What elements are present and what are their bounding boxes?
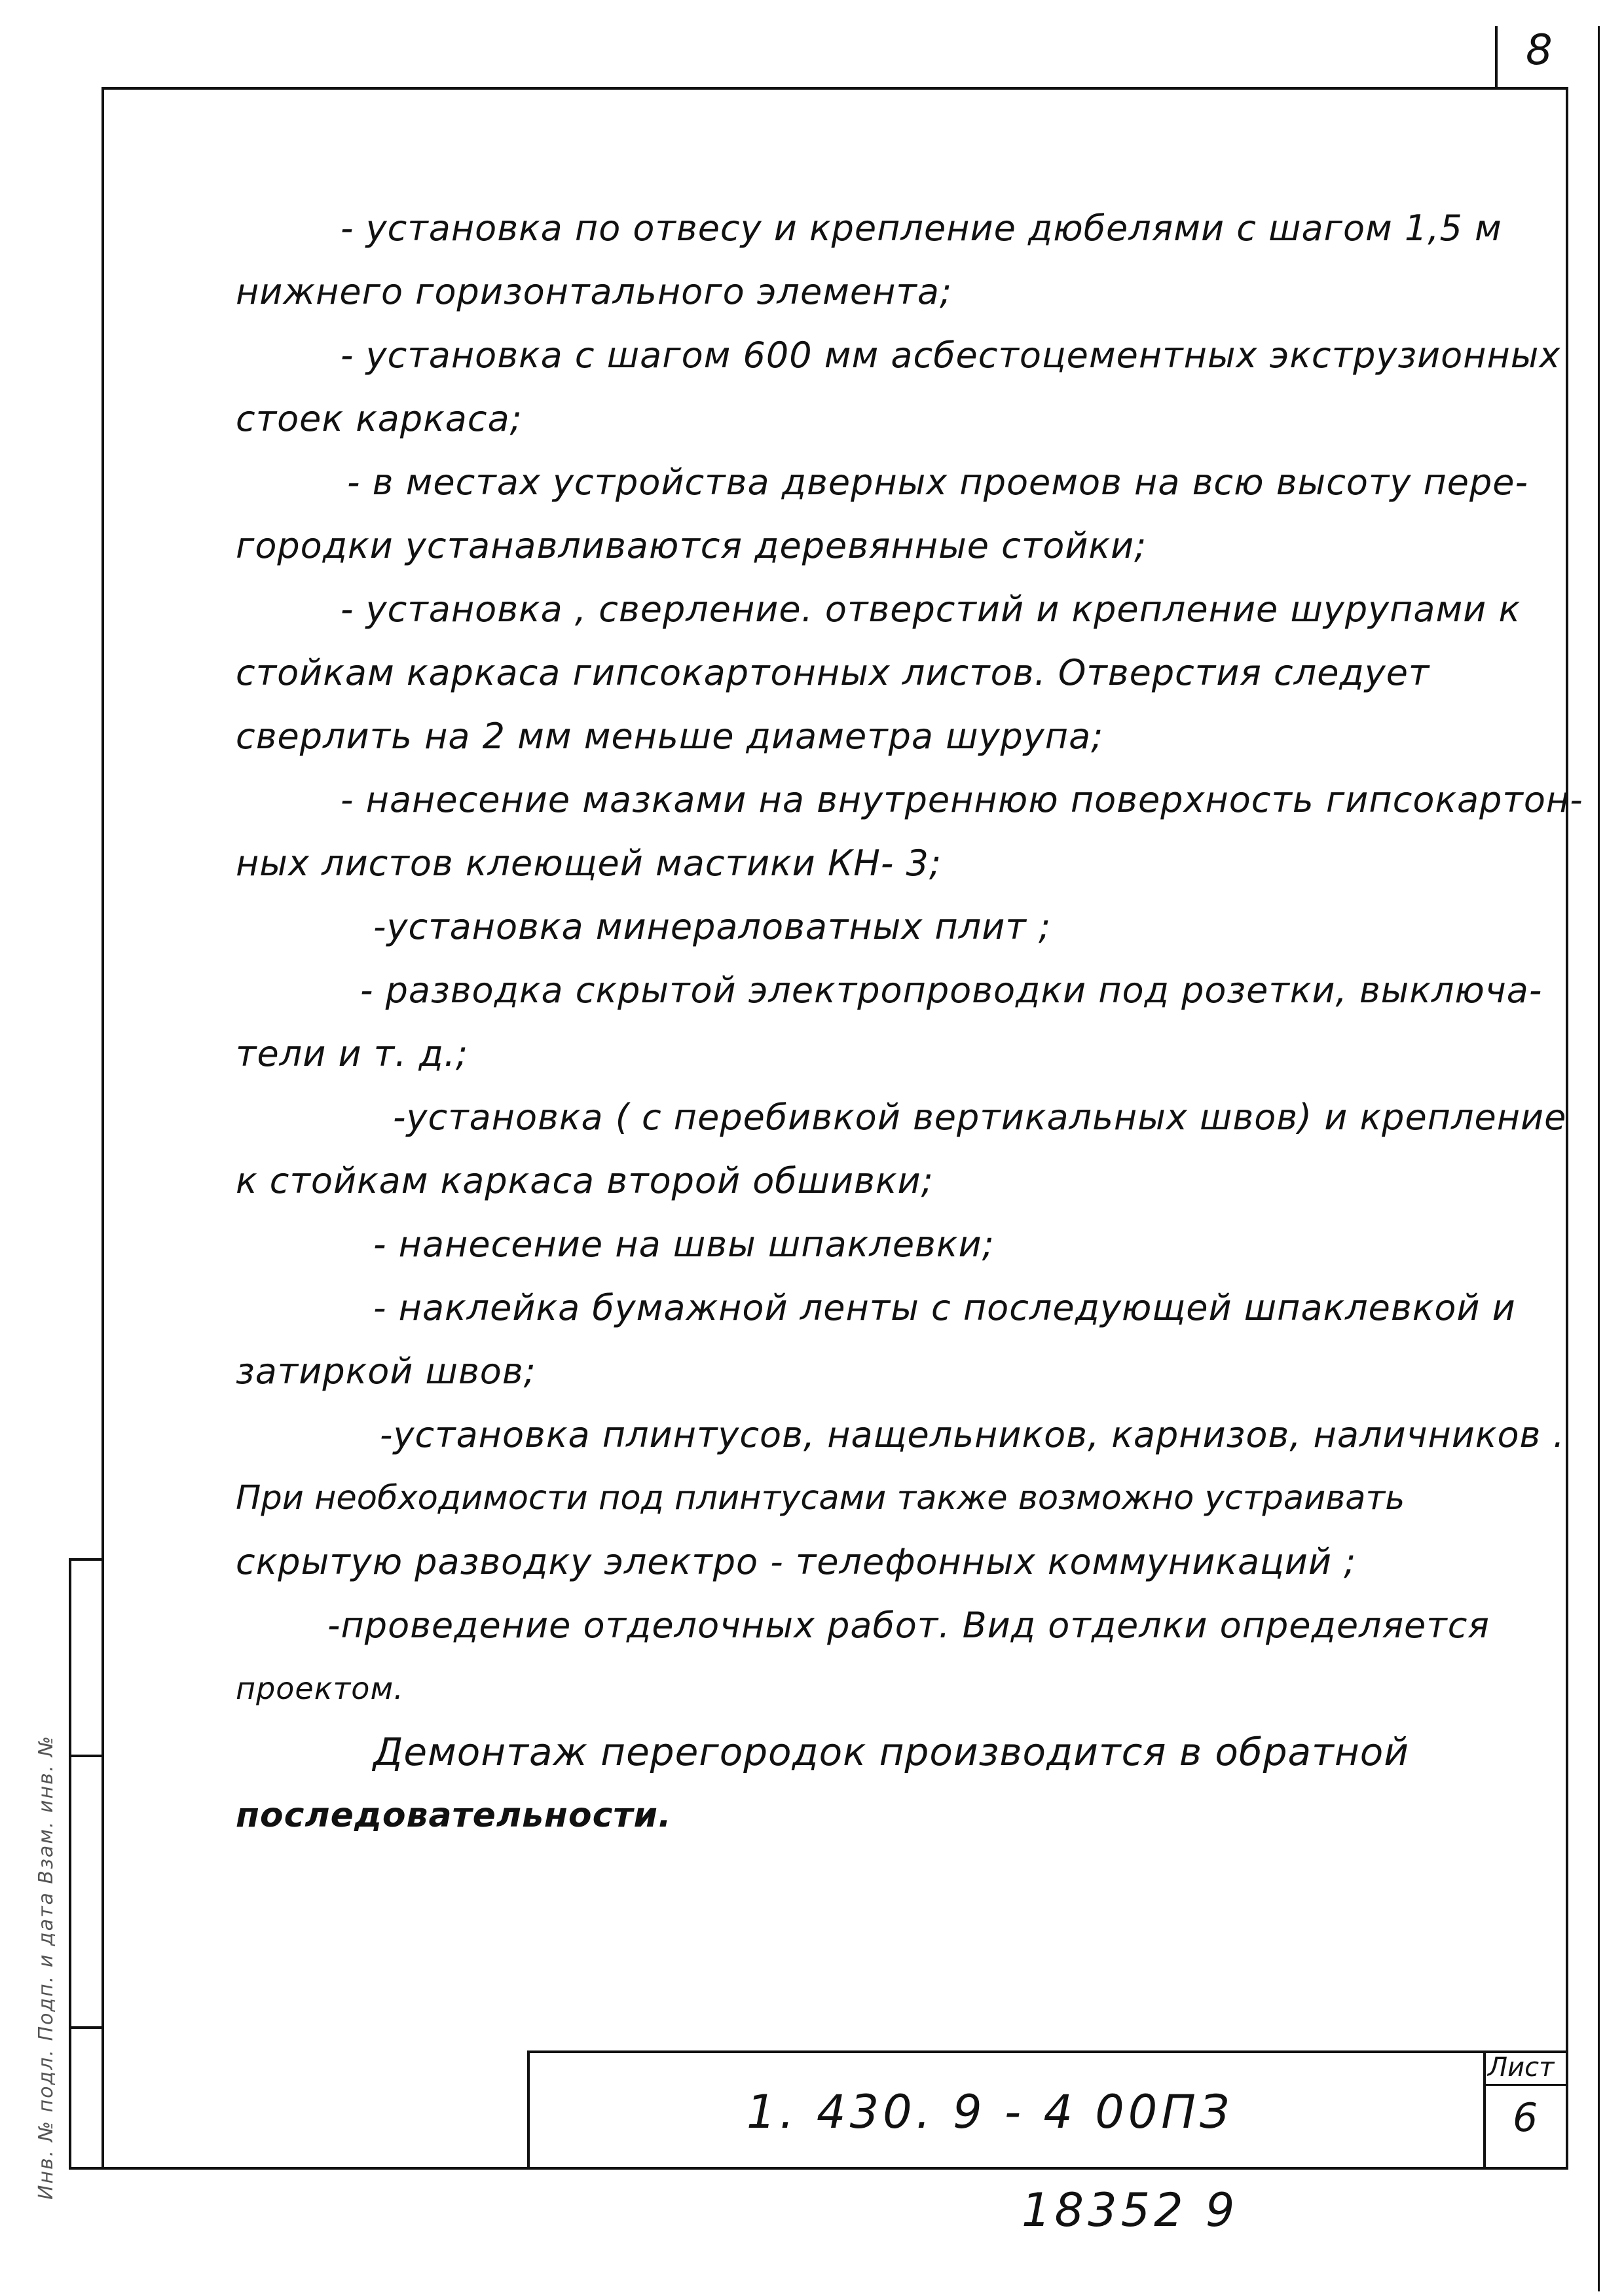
body-line: последовательности. [236,1796,672,1835]
body-line: - нанесение мазками на внутреннюю поверхность гипсокартон- [341,779,1583,820]
body-line: проектом. [236,1671,404,1706]
sheet-label: Лист [1488,2052,1555,2083]
frame-left [101,87,104,2169]
body-line: стоек каркаса; [236,398,523,439]
document-code: 1. 430. 9 - 4 00ПЗ [747,2085,1233,2139]
body-line: При необходимости под плинтусами также возможно устраивать [236,1479,1405,1518]
body-line: -установка минераловатных плит ; [373,906,1052,947]
body-line: к стойкам каркаса второй обшивки; [236,1160,934,1201]
body-line: скрытую разводку электро - телефонных коммуникаций ; [236,1541,1357,1582]
stamp-sheet-divider [1483,2050,1486,2168]
archive-number: 18352 9 [1022,2183,1239,2237]
stamp-left-line [527,2050,530,2168]
body-line: -проведение отделочных работ. Вид отделки определяется [327,1605,1490,1646]
body-line: городки устанавливаются деревянные стойки; [236,525,1147,566]
body-line: - в местах устройства дверных проемов на всю высоту пере- [347,462,1529,503]
body-line: - установка , сверление. отверстий и крепление шурупами к [341,589,1521,630]
body-line: нижнего горизонтального элемента; [236,271,953,312]
frame-top [101,87,1568,90]
body-line: Демонтаж перегородок производится в обратной [373,1730,1409,1774]
frame-bottom [69,2167,1568,2170]
body-line: -установка ( с перебивкой вертикальных швов) и крепление [393,1097,1567,1138]
margin-col-line [69,1558,71,2170]
margin-side-text: Инв. № подл. Подп. и дата Взам. инв. № [34,1734,58,2200]
body-line: - установка по отвесу и крепление дюбелями с шагом 1,5 м [341,208,1502,249]
body-line: - нанесение на швы шпаклевки; [373,1224,995,1265]
body-line: тели и т. д.; [236,1033,469,1074]
outer-right-edge [1598,26,1600,2291]
body-line: сверлить на 2 мм меньше диаметра шурупа; [236,716,1104,757]
stamp-top-line [527,2050,1568,2053]
page-number-box-left-line [1495,26,1498,88]
body-line: затиркой швов; [236,1351,536,1392]
stamp-sheet-label-line [1483,2084,1568,2086]
margin-row-line-1 [69,1558,103,1561]
body-line: - установка с шагом 600 мм асбестоцементных экструзионных [341,335,1561,376]
margin-row-line-3 [69,2026,103,2029]
body-line: - разводка скрытой электропроводки под розетки, выключа- [360,970,1543,1011]
body-line: - наклейка бумажной ленты с последующей шпаклевкой и [373,1287,1516,1328]
body-line: ных листов клеющей мастики КН- 3; [236,843,942,884]
body-line: стойкам каркаса гипсокартонных листов. Отверстия следует [236,652,1430,693]
margin-row-line-2 [69,1755,103,1757]
page-number: 8 [1526,26,1553,75]
sheet-number: 6 [1513,2095,1538,2141]
body-line: -установка плинтусов, нащельников, карнизов, наличников . [380,1414,1565,1455]
